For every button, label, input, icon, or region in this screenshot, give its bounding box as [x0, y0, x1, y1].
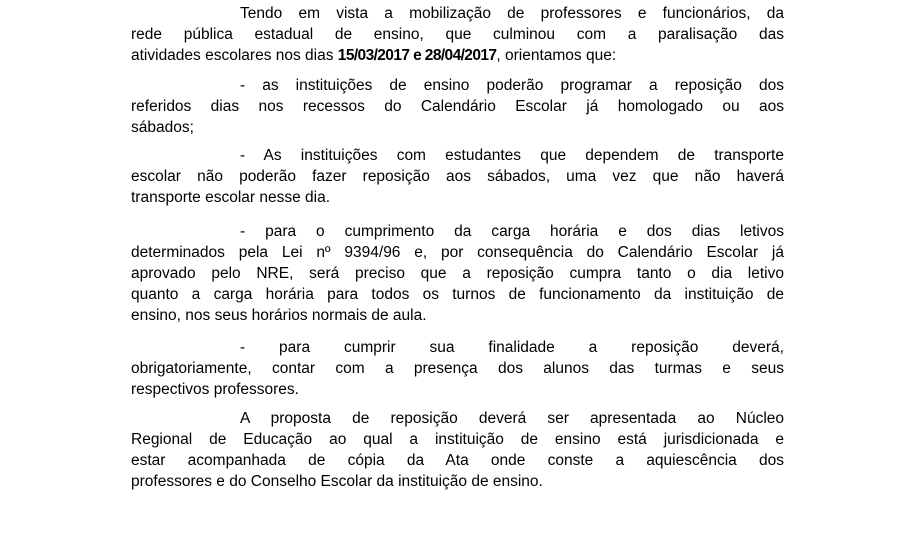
paragraph-item-2: [131, 145, 784, 208]
paragraph-item-4: [131, 337, 784, 400]
text-line: - as instituições de ensino poderão programar a reposição dos: [240, 77, 784, 94]
text-line: respectivos professores.: [131, 381, 299, 398]
text-line: A proposta de reposição deverá ser apresentada ao Núcleo: [240, 410, 784, 427]
text-line: quanto a carga horária para todos os turnos de funcionamento da instituição de: [131, 286, 784, 303]
text-line: [131, 45, 784, 66]
text-line: aprovado pelo NRE, será preciso que a reposição cumpra tanto o dia letivo: [131, 265, 784, 282]
text-line: estar acompanhada de cópia da Ata onde conste a aquiescência dos: [131, 452, 784, 469]
text-line: rede pública estadual de ensino, que culminou com a paralisação das: [131, 26, 784, 43]
text-span: , orientamos que:: [496, 47, 617, 64]
paragraph-item-1: [131, 75, 784, 138]
text-line: - para o cumprimento da carga horária e dos dias letivos: [240, 223, 784, 240]
text-line: sábados;: [131, 119, 194, 136]
text-span: atividades escolares nos dias: [131, 47, 338, 64]
text-line: escolar não poderão fazer reposição aos sábados, uma vez que não haverá: [131, 168, 784, 185]
text-line: ensino, nos seus horários normais de aula.: [131, 307, 427, 324]
text-line: Regional de Educação ao qual a instituição de ensino está jurisdicionada e: [131, 431, 784, 448]
text-line: referidos dias nos recessos do Calendário Escolar já homologado ou aos: [131, 98, 784, 115]
text-line: Tendo em vista a mobilização de professores e funcionários, da: [240, 5, 784, 22]
paragraph-item-3: [131, 221, 784, 326]
text-line: obrigatoriamente, contar com a presença dos alunos das turmas e seus: [131, 360, 784, 377]
text-line: professores e do Conselho Escolar da instituição de ensino.: [131, 473, 543, 490]
dates-bold: 15/03/2017 e 28/04/2017: [337, 47, 497, 64]
text-line: determinados pela Lei nº 9394/96 e, por consequência do Calendário Escolar já: [131, 244, 784, 261]
paragraph-intro: [131, 3, 784, 66]
text-line: - As instituições com estudantes que dependem de transporte: [240, 147, 784, 164]
text-line: transporte escolar nesse dia.: [131, 189, 331, 206]
text-line: - para cumprir sua finalidade a reposição deverá,: [240, 339, 784, 356]
paragraph-closing: [131, 408, 784, 492]
